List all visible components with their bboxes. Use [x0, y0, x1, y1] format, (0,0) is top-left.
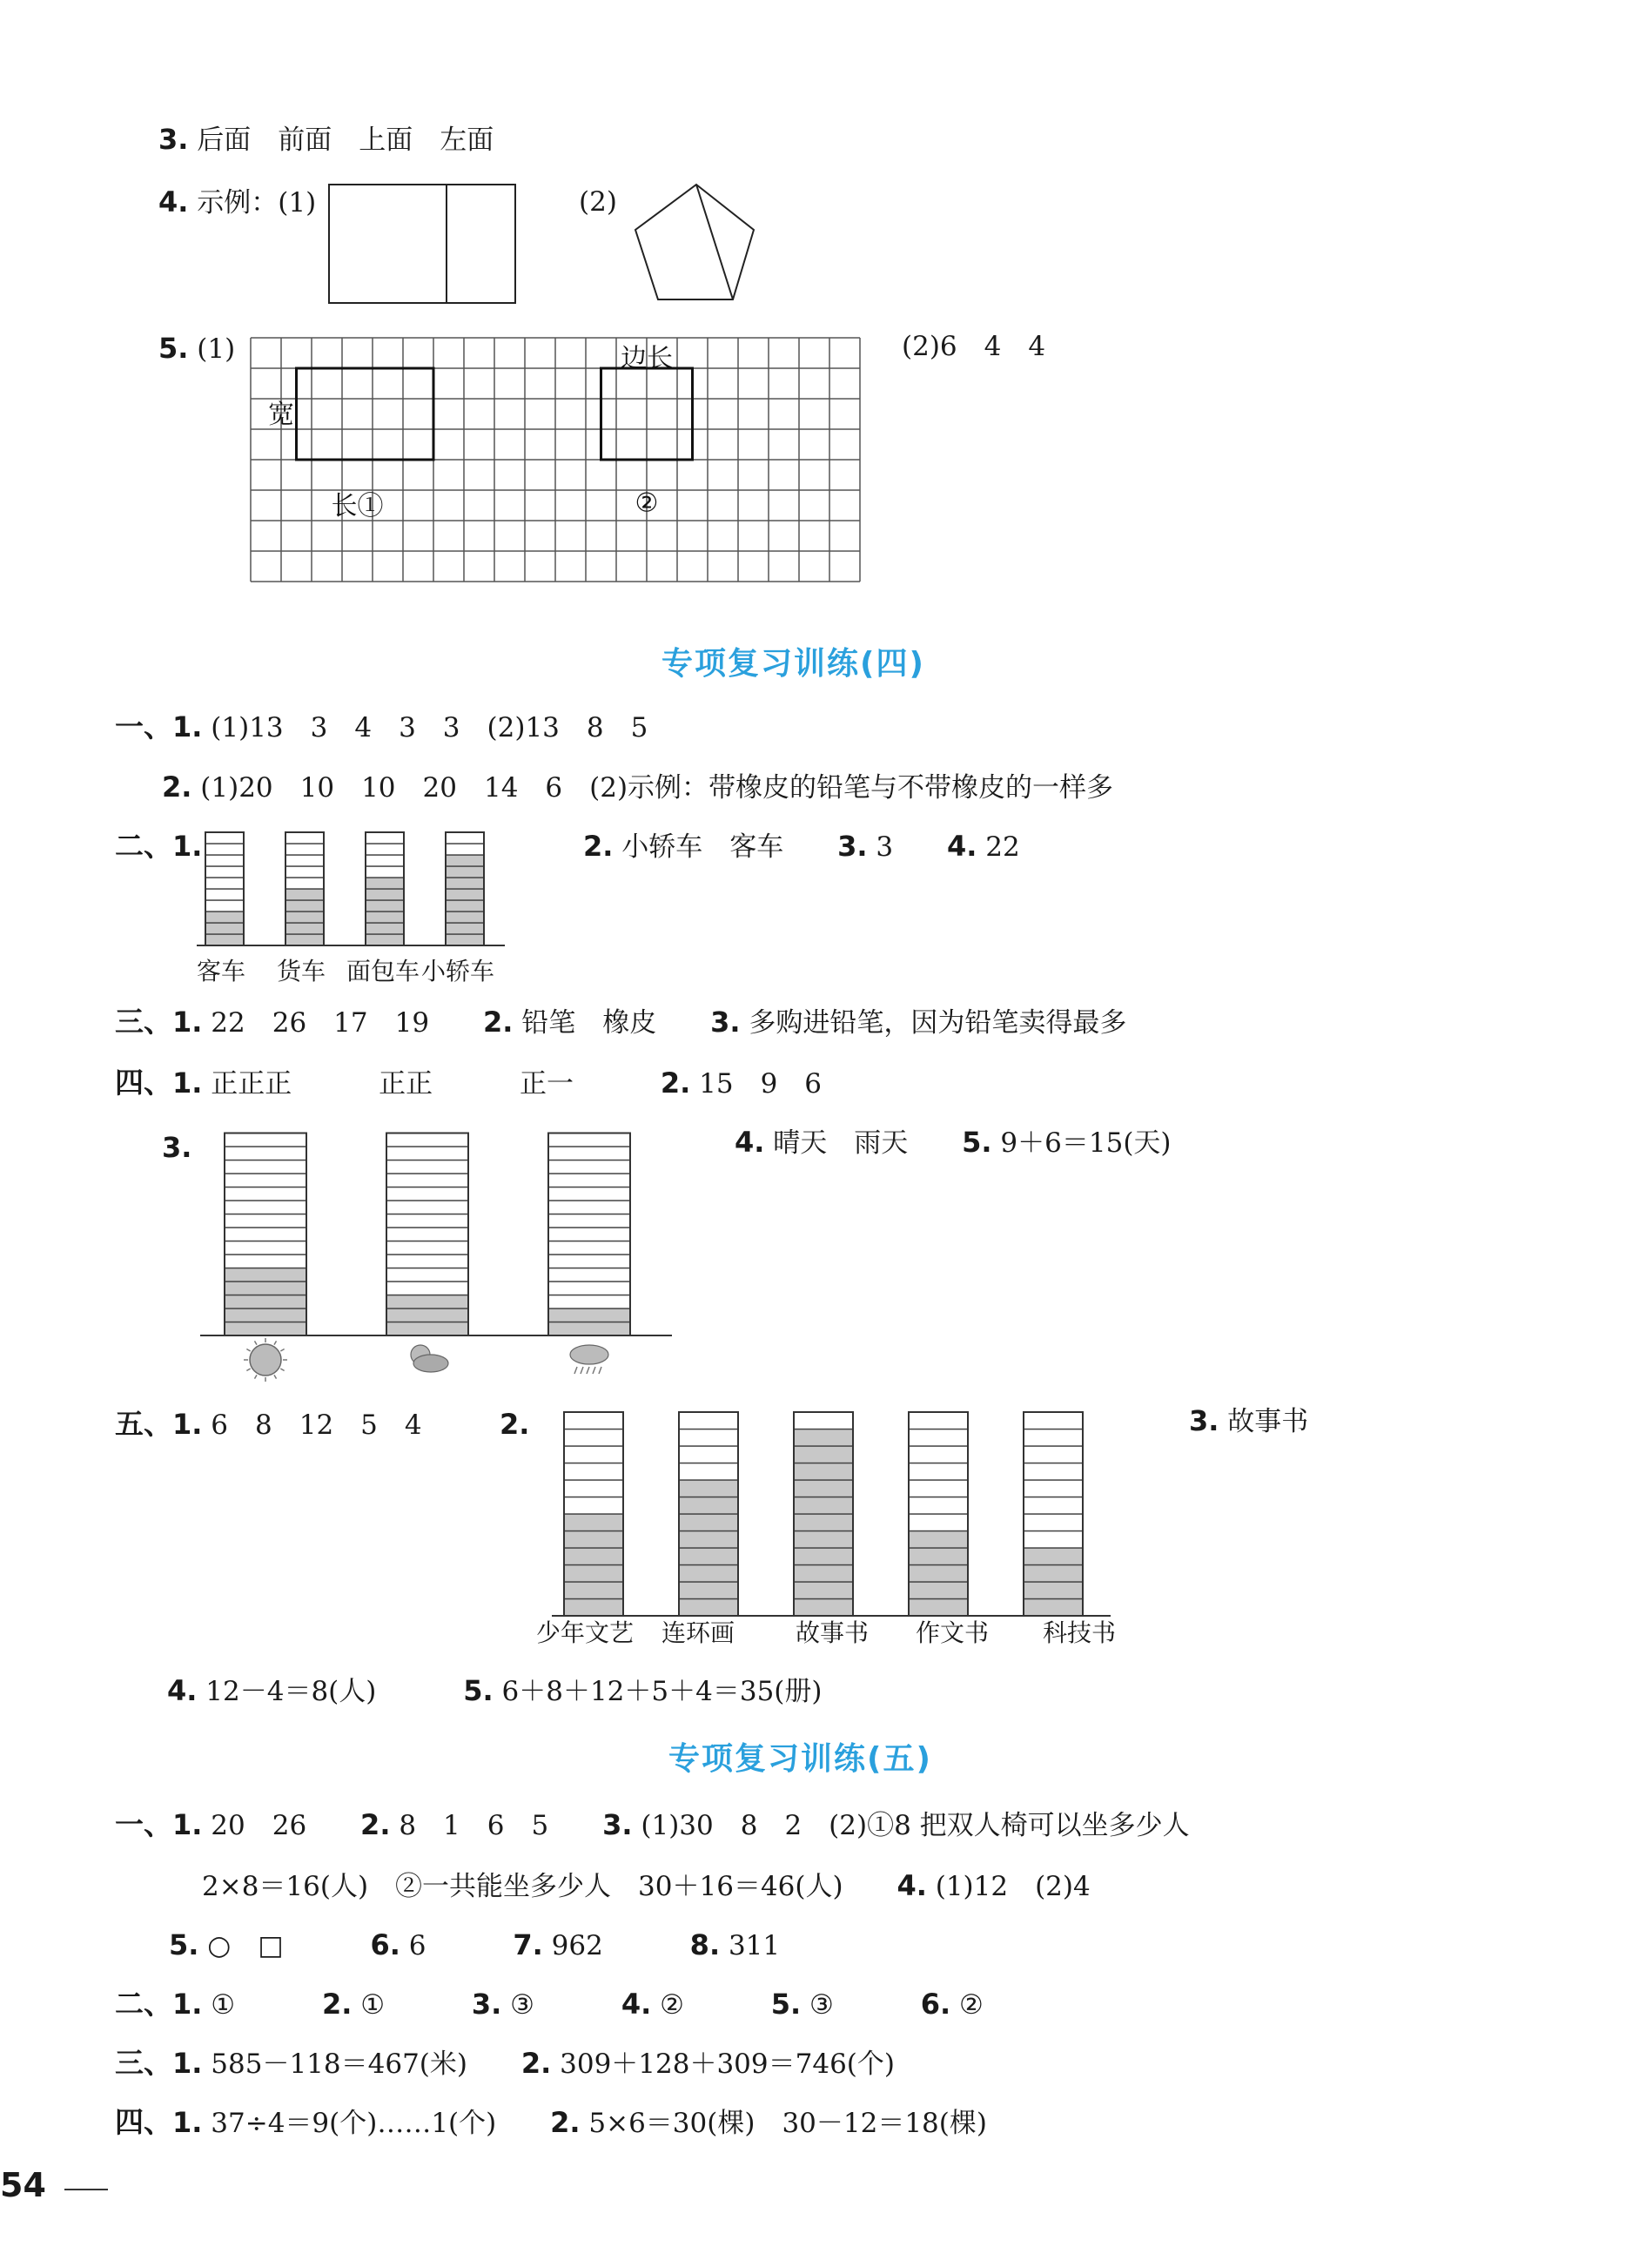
s5-p2-section-mark: 二、 [115, 1987, 172, 2021]
s4-p4-section-mark: 四、 [115, 1066, 172, 1100]
bar-cell [794, 1463, 853, 1481]
bar-cell [285, 878, 324, 889]
s4-p4-q2-number: 2. [660, 1066, 691, 1100]
q5-line [158, 331, 235, 367]
book-label-1: 连环画 [661, 1618, 735, 1647]
bar-cell [225, 1322, 306, 1336]
s5-p3-q1-number: 1. [172, 2047, 203, 2080]
s5-p4-q2-answer: 5×6＝30(棵) 30－12＝18(棵) [588, 2108, 987, 2139]
s5-p1-q3-continued: 2×8＝16(人) ②一共能坐多少人 30＋16＝46(人) [202, 1871, 843, 1902]
s4-p4-q3-number: 3. [162, 1131, 192, 1164]
bar-cell [794, 1480, 853, 1497]
s5-p1-q5-answer: ○ □ [207, 1930, 284, 1961]
s4-p5-q1-answer: 6 8 12 5 4 [211, 1409, 422, 1441]
bar-cell [446, 889, 484, 900]
s4-p1-line2 [162, 770, 1113, 805]
rectangle-shape [297, 368, 434, 460]
bar-cell [794, 1497, 853, 1515]
q3-line [158, 122, 494, 158]
bar-cell [285, 832, 324, 844]
bar-cell [564, 1497, 623, 1515]
s5-p3-section-mark: 三、 [115, 2046, 172, 2080]
s5-p3-line [115, 2046, 895, 2082]
s4-p5-q3-line [1189, 1403, 1308, 1439]
bar-cell [205, 889, 244, 900]
s4-p4-q1-number: 1. [172, 1066, 203, 1100]
bar-cell [446, 844, 484, 855]
s5-p1-q4-answer: (1)12 (2)4 [935, 1871, 1091, 1902]
bar-cell [446, 866, 484, 878]
bar-cell [564, 1565, 623, 1583]
bar-cell [794, 1582, 853, 1599]
s4-p1-q2-number: 2. [162, 770, 192, 804]
bar-cell [909, 1582, 968, 1599]
bar-cell [1024, 1412, 1083, 1429]
q4-pentagon-figure [627, 181, 757, 303]
s5-p1-q5-number: 5. [169, 1928, 199, 1961]
label-side: 边长 [621, 343, 673, 374]
bar-cell [386, 1201, 468, 1214]
s5-p2-q1-answer: ① [211, 1989, 236, 2021]
bar-cell [1024, 1565, 1083, 1583]
s4-p5-q1-number: 1. [172, 1408, 203, 1441]
bar-cell [446, 855, 484, 866]
s5-p3-q1-answer: 585－118＝467(米) [211, 2048, 467, 2080]
s5-p1-q1-number: 1. [172, 1808, 203, 1841]
page-number: 54 [0, 2166, 46, 2204]
s4-p2-section-mark: 二、 [115, 829, 172, 863]
s4-p1-line1 [115, 710, 648, 745]
page-number-rule [64, 2189, 108, 2190]
s5-p1-q7-number: 7. [513, 1928, 543, 1961]
s5-p3-q2-number: 2. [520, 2047, 552, 2080]
q3-answer: 后面 前面 上面 左面 [197, 124, 494, 156]
s4-p2-q4-number: 4. [947, 830, 977, 863]
bar-cell [386, 1214, 468, 1228]
bar-cell [548, 1228, 630, 1241]
vehicle-bar-chart [191, 829, 522, 951]
bar-cell [679, 1429, 738, 1447]
bar-cell [446, 923, 484, 934]
vehicle-label-0: 客车 [197, 957, 246, 986]
bar-cell [679, 1480, 738, 1497]
bar-cell [564, 1582, 623, 1599]
bar-cell [909, 1480, 968, 1497]
s4-p5-q2-number: 2. [500, 1408, 530, 1441]
s4-p4-tally-3: 正一 [520, 1068, 574, 1100]
s4-p5-q2-line [500, 1407, 529, 1443]
s5-p2-q6-number: 6. [920, 1988, 951, 2021]
bar-cell [548, 1268, 630, 1282]
s4-p5-q4-number: 4. [167, 1674, 198, 1707]
bar-cell [285, 889, 324, 900]
sun-icon [244, 1338, 287, 1382]
bar-cell [366, 900, 404, 912]
s4-p1-q2-answer: (1)20 10 10 20 14 6 (2)示例：带橡皮的铅笔与不带橡皮的一样多 [200, 772, 1114, 804]
bar-cell [386, 1147, 468, 1160]
s4-p2-q3-number: 3. [837, 830, 868, 863]
bar-cell [679, 1446, 738, 1463]
bar-cell [909, 1429, 968, 1447]
q4-rectangle-figure [327, 183, 519, 306]
s4-p5-q5-number: 5. [463, 1674, 494, 1707]
s5-p1-line1 [115, 1807, 1190, 1843]
q4-line [158, 185, 316, 220]
bar-cell [679, 1531, 738, 1549]
s4-p4-q4-number: 4. [735, 1126, 765, 1159]
bar-cell [285, 923, 324, 934]
s5-p2-q2-answer: ① [360, 1989, 386, 2021]
s5-p1-line3 [169, 1927, 780, 1963]
s4-p3-q1-answer: 22 26 17 19 [211, 1007, 430, 1039]
bar-cell [205, 866, 244, 878]
s5-p1-section-mark: 一、 [115, 1807, 172, 1841]
bar-cell [794, 1412, 853, 1429]
s4-p3-section-mark: 三、 [115, 1005, 172, 1039]
s4-p3-q3-number: 3. [710, 1006, 741, 1039]
bar-cell [548, 1174, 630, 1187]
bar-cell [446, 900, 484, 912]
bar-cell [909, 1497, 968, 1515]
bar-cell [1024, 1514, 1083, 1531]
s4-p3-q3-answer: 多购进铅笔，因为铅笔卖得最多 [749, 1007, 1127, 1039]
bar-cell [225, 1201, 306, 1214]
bar-cell [446, 878, 484, 889]
bar-cell [366, 934, 404, 945]
bar-cell [548, 1281, 630, 1295]
bar-cell [225, 1295, 306, 1309]
bar-cell [285, 934, 324, 945]
s5-p1-q8-answer: 311 [728, 1930, 781, 1961]
q5-label: (1) [197, 333, 236, 365]
bar-cell [446, 934, 484, 945]
bar-cell [564, 1514, 623, 1531]
bar-cell [679, 1582, 738, 1599]
s4-p2-q4-answer: 22 [985, 831, 1020, 863]
s5-p2-line [115, 1987, 984, 2022]
bar-cell [225, 1174, 306, 1187]
q4-number: 4. [158, 185, 189, 219]
q3-number: 3. [158, 123, 189, 156]
s4-p5-q4-answer: 12－4＝8(人) [205, 1676, 377, 1707]
bar-cell [386, 1160, 468, 1174]
s4-p1-q1-answer: (1)13 3 4 3 3 (2)13 8 5 [211, 712, 648, 743]
s5-p2-q2-number: 2. [321, 1988, 353, 2021]
bar-cell [366, 866, 404, 878]
bar-cell [225, 1228, 306, 1241]
bar-cell [1024, 1531, 1083, 1549]
s5-p2-q5-answer: ③ [809, 1989, 834, 2021]
bar-cell [366, 889, 404, 900]
s4-p4-line [115, 1066, 822, 1101]
bar-cell [679, 1548, 738, 1565]
bar-cell [564, 1531, 623, 1549]
q4-label-2: (2) [579, 186, 617, 218]
bar-cell [386, 1228, 468, 1241]
bar-cell [548, 1295, 630, 1309]
pentagon-diagonal [696, 185, 733, 299]
rain-icon [570, 1345, 608, 1374]
bar-cell [225, 1147, 306, 1160]
bar-cell [366, 878, 404, 889]
bar-cell [679, 1497, 738, 1515]
s4-p2-answers [583, 829, 1020, 864]
bar-cell [548, 1255, 630, 1268]
bar-cell [794, 1514, 853, 1531]
bar-cell [225, 1187, 306, 1201]
bar-cell [386, 1187, 468, 1201]
s4-p3-line [115, 1005, 1126, 1040]
s4-p3-q2-answer: 铅笔 橡皮 [521, 1007, 657, 1039]
bar-cell [548, 1322, 630, 1336]
s5-p1-q6-answer: 6 [408, 1930, 426, 1961]
s5-p1-q2-answer: 8 1 6 5 [399, 1810, 549, 1841]
bar-cell [205, 923, 244, 934]
s4-p2-q3-answer: 3 [876, 831, 894, 863]
s4-p4-q4-answer: 晴天 雨天 [773, 1127, 909, 1159]
bar-cell [548, 1134, 630, 1147]
q5-grid-figure [249, 334, 869, 606]
bar-cell [205, 832, 244, 844]
bar-cell [386, 1322, 468, 1336]
section4-title: 专项复习训练(四) [661, 646, 925, 682]
bar-cell [386, 1295, 468, 1309]
s4-p5-q5-answer: 6＋8＋12＋5＋4＝35(册) [501, 1676, 823, 1707]
s4-p5-section-mark: 五、 [115, 1407, 172, 1441]
s5-p2-q6-answer: ② [958, 1989, 984, 2021]
bar-cell [205, 855, 244, 866]
s4-p2-line [115, 829, 202, 864]
bar-cell [366, 855, 404, 866]
s4-p2-q1-number: 1. [172, 830, 203, 863]
bar-cell [1024, 1446, 1083, 1463]
s4-p3-q2-number: 2. [482, 1006, 514, 1039]
s5-p2-q3-answer: ③ [510, 1989, 534, 2021]
s5-p1-line2 [202, 1868, 1091, 1904]
s5-p1-q1-answer: 20 26 [211, 1810, 307, 1841]
bar-cell [1024, 1582, 1083, 1599]
book-label-4: 科技书 [1043, 1618, 1117, 1647]
bar-cell [909, 1548, 968, 1565]
bar-cell [446, 832, 484, 844]
bar-cell [548, 1201, 630, 1214]
bar-cell [225, 1268, 306, 1282]
bar-cell [794, 1548, 853, 1565]
s4-p1-section-mark: 一、 [115, 710, 172, 743]
bar-cell [679, 1463, 738, 1481]
s5-p4-q1-number: 1. [172, 2106, 203, 2139]
s4-p4-q2-answer: 15 9 6 [699, 1068, 823, 1100]
s5-p1-q4-number: 4. [897, 1869, 927, 1902]
vehicle-label-2: 面包车 [346, 957, 420, 986]
bar-cell [366, 832, 404, 844]
bar-cell [386, 1308, 468, 1322]
bar-cell [564, 1480, 623, 1497]
s5-p1-q7-answer: 962 [551, 1930, 603, 1961]
s5-p1-q2-number: 2. [360, 1808, 391, 1841]
bar-cell [564, 1548, 623, 1565]
pentagon-outline [635, 185, 754, 299]
s4-p2-q2-number: 2. [583, 830, 614, 863]
bar-cell [386, 1268, 468, 1282]
bar-cell [548, 1308, 630, 1322]
bar-cell [285, 912, 324, 923]
bar-cell [285, 855, 324, 866]
bar-cell [205, 900, 244, 912]
bar-cell [909, 1565, 968, 1583]
s5-p1-q6-number: 6. [370, 1928, 400, 1961]
q5-number: 5. [158, 332, 189, 365]
bar-cell [564, 1446, 623, 1463]
bar-cell [366, 912, 404, 923]
bar-cell [548, 1187, 630, 1201]
bar-cell [909, 1463, 968, 1481]
weather-bar-chart [197, 1127, 684, 1388]
s4-p1-q1-number: 1. [172, 710, 203, 743]
bar-cell [909, 1531, 968, 1549]
bar-cell [794, 1531, 853, 1549]
bar-cell [205, 934, 244, 945]
s5-p1-q3-answer: (1)30 8 2 (2)①8 把双人椅可以坐多少人 [641, 1810, 1190, 1841]
q5-answer-2: (2)6 4 4 [902, 331, 1046, 362]
rectangle-outline [329, 185, 515, 303]
books-bar-chart [547, 1403, 1121, 1621]
bar-cell [386, 1241, 468, 1255]
s5-p2-q3-number: 3. [471, 1988, 502, 2021]
bar-cell [225, 1255, 306, 1268]
section5-title: 专项复习训练(五) [668, 1741, 932, 1777]
s4-p5-line2 [167, 1673, 823, 1709]
s5-p2-q5-number: 5. [770, 1988, 802, 2021]
s4-p5-q3-answer: 故事书 [1227, 1406, 1309, 1437]
book-label-2: 故事书 [796, 1618, 870, 1647]
bar-cell [225, 1308, 306, 1322]
bar-cell [386, 1281, 468, 1295]
bar-cell [285, 844, 324, 855]
s4-p5-q3-number: 3. [1189, 1404, 1219, 1437]
s5-p2-q4-answer: ② [660, 1989, 684, 2021]
s4-p4-answers [735, 1125, 1172, 1160]
bar-cell [386, 1134, 468, 1147]
bar-cell [548, 1241, 630, 1255]
bar-cell [564, 1429, 623, 1447]
bar-cell [909, 1412, 968, 1429]
bar-cell [564, 1412, 623, 1429]
bar-cell [679, 1412, 738, 1429]
bar-cell [205, 878, 244, 889]
bar-cell [366, 844, 404, 855]
bar-cell [386, 1255, 468, 1268]
book-label-0: 少年文艺 [536, 1618, 635, 1647]
bar-cell [794, 1565, 853, 1583]
bar-cell [386, 1174, 468, 1187]
cloud-sun-icon [411, 1345, 448, 1372]
q4-label-1: 示例：(1) [197, 187, 317, 219]
s5-p1-q3-number: 3. [602, 1808, 633, 1841]
bar-cell [366, 923, 404, 934]
s5-p4-section-mark: 四、 [115, 2105, 172, 2139]
bar-cell [548, 1147, 630, 1160]
s4-p4-q5-answer: 9＋6＝15(天) [1000, 1127, 1172, 1159]
bar-cell [446, 912, 484, 923]
s4-p5-line [115, 1407, 422, 1443]
s5-p2-q1-number: 1. [172, 1988, 203, 2021]
bar-cell [679, 1565, 738, 1583]
bar-cell [225, 1160, 306, 1174]
bar-cell [564, 1463, 623, 1481]
bar-cell [794, 1429, 853, 1447]
s4-p4-tally-1: 正正正 [211, 1068, 292, 1100]
book-label-3: 作文书 [916, 1618, 990, 1647]
vehicle-label-1: 货车 [277, 957, 326, 986]
s4-p4-q5-number: 5. [962, 1126, 992, 1159]
vehicle-label-3: 小轿车 [421, 957, 495, 986]
bar-cell [1024, 1548, 1083, 1565]
bar-cell [285, 900, 324, 912]
bar-cell [225, 1134, 306, 1147]
s4-p4-tally-2: 正正 [379, 1068, 433, 1100]
bar-cell [205, 844, 244, 855]
bar-cell [225, 1241, 306, 1255]
s5-p2-q4-number: 4. [621, 1988, 652, 2021]
label-wide: 宽 [268, 400, 294, 430]
label-long: 长① [331, 491, 384, 521]
s4-p4-q3-line [162, 1130, 191, 1166]
s5-p4-line [115, 2105, 987, 2141]
bar-cell [225, 1214, 306, 1228]
s4-p3-q1-number: 1. [172, 1006, 203, 1039]
label-circle-2: ② [635, 488, 659, 519]
bar-cell [285, 866, 324, 878]
bar-cell [794, 1446, 853, 1463]
bar-cell [548, 1160, 630, 1174]
bar-cell [679, 1514, 738, 1531]
bar-cell [909, 1514, 968, 1531]
bar-cell [548, 1214, 630, 1228]
bar-cell [1024, 1497, 1083, 1515]
bar-cell [1024, 1429, 1083, 1447]
bar-cell [225, 1281, 306, 1295]
s5-p3-q2-answer: 309＋128＋309＝746(个) [560, 2048, 895, 2080]
bar-cell [205, 912, 244, 923]
s5-p4-q2-number: 2. [550, 2106, 581, 2139]
bar-cell [1024, 1463, 1083, 1481]
bar-cell [1024, 1480, 1083, 1497]
s5-p1-q8-number: 8. [689, 1928, 721, 1961]
s5-p4-q1-answer: 37÷4＝9(个)……1(个) [211, 2108, 497, 2139]
bar-cell [909, 1446, 968, 1463]
s4-p2-q2-answer: 小轿车 客车 [621, 831, 784, 863]
